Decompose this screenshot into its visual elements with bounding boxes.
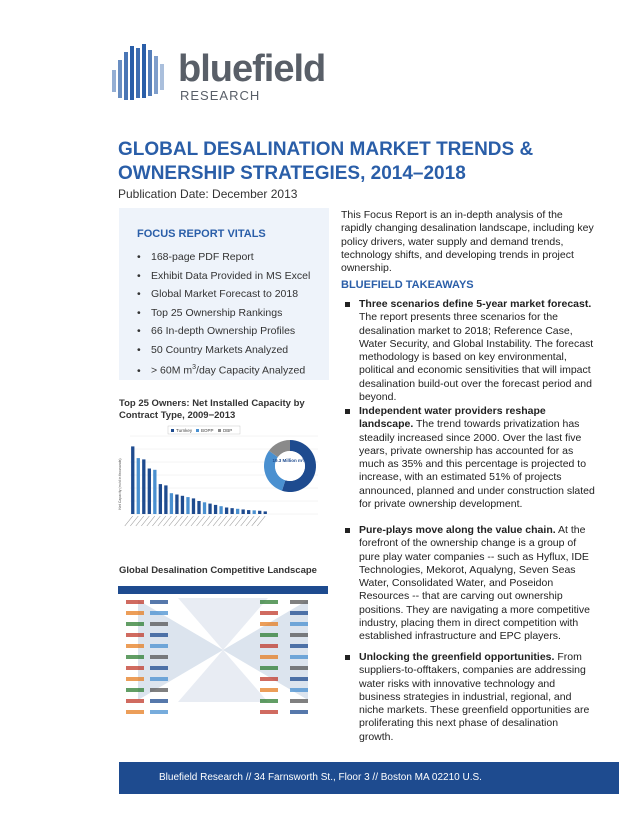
chart-bar bbox=[225, 508, 228, 515]
company-logo-mark bbox=[150, 600, 168, 604]
company-logo-mark bbox=[260, 633, 278, 637]
document-title: GLOBAL DESALINATION MARKET TRENDS & OWNERSHIP STRATEGIES, 2014–2018 bbox=[118, 139, 534, 184]
company-logo-mark bbox=[260, 699, 278, 703]
company-logo-mark bbox=[260, 611, 278, 615]
takeaway-item: Pure-plays move along the value chain. At the forefront of the ownership change is a group of pure play water companies -- such as Hyflux, IDE Technologies, Mekorot, Aqualyng, Seven Seas Water, Consolidated Water, and Poseidon Resources -- that are carving out ownership positions. They are navigating a more competitive industry, placing them in direct competition with established infrastructure and EPC players. bbox=[345, 524, 595, 644]
company-logo-mark bbox=[150, 677, 168, 681]
company-logo-mark bbox=[150, 633, 168, 637]
landscape-header-bar bbox=[118, 586, 328, 594]
logo-subtitle: RESEARCH bbox=[180, 88, 261, 103]
company-logo-mark bbox=[150, 644, 168, 648]
vitals-item: • > 60M $m^3$/day Capacity Analyzed bbox=[137, 359, 310, 380]
bullet-square-icon bbox=[345, 409, 350, 414]
chart-bar bbox=[170, 493, 173, 514]
company-logo-mark bbox=[260, 666, 278, 670]
company-logo-mark bbox=[150, 710, 168, 714]
company-logo-mark bbox=[260, 710, 278, 714]
company-logo-mark bbox=[126, 622, 144, 626]
chart-bar bbox=[242, 509, 245, 514]
takeaway-item: Independent water providers reshape landscape. The trend towards privatization has steadily increased since 2000. Over the last five years, private ownership has accounted for as much as 35% and this percentage is projected to increase, with an estimated 51% of projects announced, planned and under construction slated for private ownership development. bbox=[345, 405, 595, 511]
company-logo-mark bbox=[126, 644, 144, 648]
legend-label: Turnkey bbox=[176, 428, 193, 433]
chart-bar bbox=[253, 510, 256, 514]
chart-bar bbox=[131, 446, 134, 514]
company-logo-mark bbox=[290, 611, 308, 615]
chart-bar bbox=[236, 509, 239, 514]
logo-wordmark: bluefield bbox=[178, 48, 326, 90]
company-logo-mark bbox=[260, 655, 278, 659]
company-logo-mark bbox=[260, 622, 278, 626]
company-logo-mark bbox=[150, 655, 168, 659]
company-logo-mark bbox=[290, 644, 308, 648]
legend-label: DBP bbox=[223, 428, 233, 433]
publication-date: Publication Date: December 2013 bbox=[118, 187, 298, 201]
chart-bar bbox=[153, 470, 156, 514]
chart-bar bbox=[258, 511, 261, 514]
vitals-item: • Exhibit Data Provided in MS Excel bbox=[137, 267, 310, 286]
logo-mark-icon bbox=[110, 40, 176, 110]
takeaway-item: Unlocking the greenfield opportunities. From suppliers-to-offtakers, companies are addressing water risks with innovative technology and business strategies in industrial, regional, and niche markets. These greenfield opportunities are proliferating this next phase of desalination growth. bbox=[345, 651, 595, 744]
company-logo-mark bbox=[126, 710, 144, 714]
company-logo-mark bbox=[290, 600, 308, 604]
chart1-legend bbox=[168, 426, 240, 434]
bullet-icon: • bbox=[137, 251, 141, 263]
vitals-item: • 66 In-depth Ownership Profiles bbox=[137, 322, 310, 341]
company-logo-mark bbox=[260, 688, 278, 692]
company-logo-mark bbox=[290, 699, 308, 703]
company-logo-mark bbox=[290, 677, 308, 681]
bullet-icon: • bbox=[137, 306, 141, 319]
competitive-landscape-diagram bbox=[118, 580, 328, 730]
chart-bar bbox=[192, 498, 195, 514]
focus-report-vitals-box bbox=[119, 208, 329, 380]
company-logo-mark bbox=[150, 666, 168, 670]
chart1-donut bbox=[264, 440, 316, 492]
legend-label: BOPP bbox=[201, 428, 214, 433]
legend-swatch bbox=[196, 429, 199, 432]
legend-swatch bbox=[171, 429, 174, 432]
company-logo-mark bbox=[290, 622, 308, 626]
chart-bar bbox=[181, 496, 184, 514]
footer-address: Bluefield Research // 34 Farnsworth St., Floor 3 // Boston MA 02210 U.S. bbox=[159, 772, 482, 783]
chart-bar bbox=[208, 504, 211, 514]
chart-bar bbox=[247, 510, 250, 514]
company-logo-mark bbox=[290, 633, 308, 637]
bullet-icon: • bbox=[137, 288, 141, 300]
donut-center-label: 19.3 Million m³/d bbox=[272, 458, 308, 463]
chart-bar bbox=[137, 458, 140, 514]
company-logo-mark bbox=[260, 600, 278, 604]
vitals-item: • 50 Country Markets Analyzed bbox=[137, 341, 310, 360]
chart-bar bbox=[219, 506, 222, 514]
chart-bar bbox=[159, 484, 162, 514]
company-logo-mark bbox=[290, 710, 308, 714]
company-logo-mark bbox=[126, 688, 144, 692]
bullet-square-icon bbox=[345, 302, 350, 307]
chart-bar bbox=[148, 469, 151, 515]
bullet-icon: • bbox=[137, 343, 141, 356]
chart-bar bbox=[214, 505, 217, 514]
company-logo-mark bbox=[126, 633, 144, 637]
bullet-icon: • bbox=[137, 364, 141, 377]
chart-bar bbox=[175, 495, 178, 515]
chart-bar bbox=[164, 485, 167, 514]
company-logo-mark bbox=[150, 688, 168, 692]
legend-swatch bbox=[218, 429, 221, 432]
chart1-ylabel: Net Capacity (m³/d in thousands) bbox=[118, 458, 122, 510]
bullet-square-icon bbox=[345, 655, 350, 660]
intro-paragraph: This Focus Report is an in-depth analysis of the rapidly changing desalination landscape, including key policy drivers, water supply and demand trends, technology shifts, and developing trends in project ownership. bbox=[341, 209, 594, 275]
company-logo-mark bbox=[150, 611, 168, 615]
company-logo-mark bbox=[290, 666, 308, 670]
vitals-item: • 168-page PDF Report bbox=[137, 248, 310, 267]
company-logo-mark bbox=[126, 655, 144, 659]
company-logo-mark bbox=[290, 688, 308, 692]
company-logo-mark bbox=[126, 600, 144, 604]
chart-bar bbox=[230, 508, 233, 514]
company-logo-mark bbox=[290, 655, 308, 659]
vitals-item: • Top 25 Ownership Rankings bbox=[137, 304, 310, 323]
company-logo-mark bbox=[126, 677, 144, 681]
bullet-icon: • bbox=[137, 269, 141, 282]
company-logo-mark bbox=[126, 666, 144, 670]
bullet-square-icon bbox=[345, 528, 350, 533]
company-logo-mark bbox=[260, 677, 278, 681]
footer-bar bbox=[119, 762, 619, 794]
bluefield-logo bbox=[110, 40, 340, 110]
company-logo-mark bbox=[260, 644, 278, 648]
company-logo-mark bbox=[150, 622, 168, 626]
company-logo-mark bbox=[150, 699, 168, 703]
top-owners-chart bbox=[118, 424, 328, 546]
chart-bar bbox=[197, 501, 200, 514]
chart-bar bbox=[142, 459, 145, 514]
takeaway-item: Three scenarios define 5-year market forecast. The report presents three scenarios for the desalination market to 2018; Reference Case, Water Security, and Global Instability. The forecast methodology is based on key environmental, political and economic sensitivities that will impact desalination build-out over the forecast period and beyond. bbox=[345, 298, 595, 404]
bullet-icon: • bbox=[137, 325, 141, 337]
chart2-title: Global Desalination Competitive Landscape bbox=[119, 565, 317, 576]
chart1-title: Top 25 Owners: Net Installed Capacity by Contract Type, 2009−2013 bbox=[119, 398, 305, 421]
vitals-list bbox=[137, 248, 310, 380]
chart-bar bbox=[264, 511, 267, 514]
company-logo-mark bbox=[126, 699, 144, 703]
company-logo-mark bbox=[126, 611, 144, 615]
chart-bar bbox=[186, 497, 189, 514]
vitals-heading: FOCUS REPORT VITALS bbox=[137, 228, 266, 240]
takeaways-heading: BLUEFIELD TAKEAWAYS bbox=[341, 279, 474, 291]
donut-hole bbox=[275, 451, 305, 481]
chart-bar bbox=[203, 502, 206, 514]
vitals-item: • Global Market Forecast to 2018 bbox=[137, 285, 310, 304]
